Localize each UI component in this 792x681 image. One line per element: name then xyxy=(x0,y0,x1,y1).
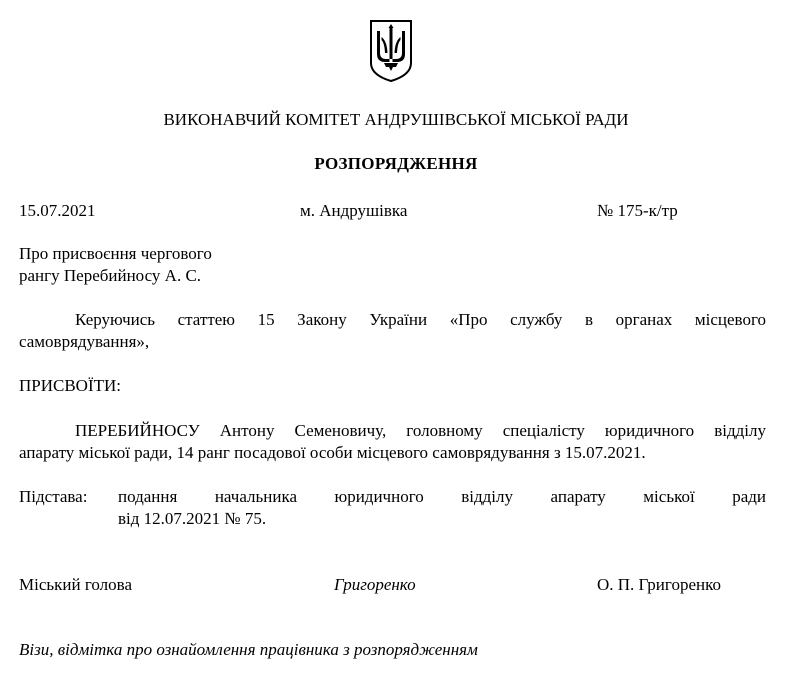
preamble-line-2: самоврядування», xyxy=(19,332,150,351)
subject-line-2: рангу Перебийносу А. С. xyxy=(19,266,202,285)
coat-of-arms-trident-icon xyxy=(368,19,414,83)
committee-name: ВИКОНАВЧИЙ КОМІТЕТ АНДРУШІВСЬКОЇ МІСЬКОЇ РАДИ xyxy=(163,110,629,129)
footer-note: Візи, відмітка про ознайомлення працівника з розпорядженням xyxy=(19,640,478,659)
signature-mark: Григоренко xyxy=(334,575,416,594)
document-date: 15.07.2021 xyxy=(19,201,96,220)
basis-line-1: подання начальника юридичного відділу апарату міської ради xyxy=(118,487,766,506)
subject-line-1: Про присвоєння чергового xyxy=(19,244,212,263)
body-line-2: апарату міської ради, 14 ранг посадової особи місцевого самоврядування з 15.07.2021. xyxy=(19,443,646,462)
document-number: № 175-к/тр xyxy=(597,201,678,220)
signature-position: Міський голова xyxy=(19,575,132,594)
basis-line-2: від 12.07.2021 № 75. xyxy=(118,509,267,528)
decision-heading: ПРИСВОЇТИ: xyxy=(19,376,122,395)
signatory-name: О. П. Григоренко xyxy=(597,575,721,594)
document-place: м. Андрушівка xyxy=(300,201,408,220)
body-line-1: ПЕРЕБИЙНОСУ Антону Семеновичу, головному спеціалісту юридичного відділу xyxy=(75,421,766,440)
document-type-title: РОЗПОРЯДЖЕННЯ xyxy=(314,154,478,173)
preamble-line-1: Керуючись статтею 15 Закону України «Про службу в органах місцевого xyxy=(75,310,766,329)
basis-label: Підстава: xyxy=(19,487,88,506)
